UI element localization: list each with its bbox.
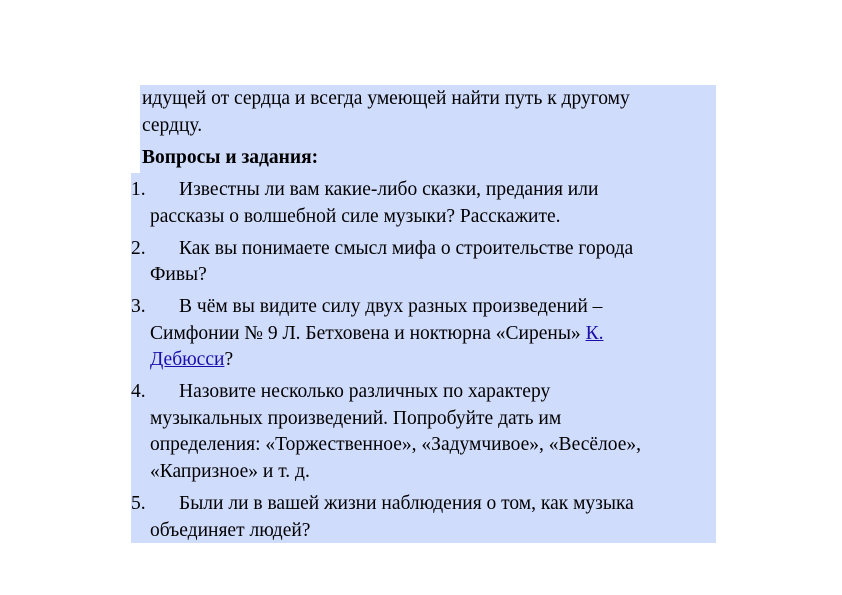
debussy-link-part-1[interactable]: К. <box>585 322 604 344</box>
question-3-line-2-text: Симфонии № 9 Л. Бетховена и ноктюрна «Сирены» <box>150 322 586 344</box>
question-2-line-2: Фивы? <box>150 264 207 285</box>
question-5-line-2: объединяет людей? <box>150 519 311 541</box>
question-3-line-3-tail: ? <box>224 349 234 370</box>
question-4-line-1: Назовите несколько различных по характеру <box>179 381 551 402</box>
intro-line-1: идущей от сердца и всегда умеющей найти путь к другому <box>142 88 630 109</box>
question-3-number: 3. <box>131 296 146 317</box>
question-1-line-2: рассказы о волшебной силе музыки? Расскажите. <box>150 205 561 227</box>
question-4-line-4: «Капризное» и т. д. <box>150 460 310 482</box>
question-4-line-2: музыкальных произведений. Попробуйте дать им <box>150 407 562 429</box>
heading-questions: Вопросы и задания: <box>142 147 319 168</box>
question-3-line-2 <box>150 321 603 348</box>
question-2-line-1: Как вы понимаете смысл мифа о строительстве города <box>179 237 634 259</box>
question-5-number: 5. <box>131 493 146 514</box>
intro-line-2: сердцу. <box>142 114 203 136</box>
question-1-line-1: Известны ли вам какие-либо сказки, предания или <box>179 179 599 200</box>
question-4-number: 4. <box>131 381 146 402</box>
question-4-line-3: определения: «Торжественное», «Задумчивое», «Весёлое», <box>150 434 642 455</box>
question-5-line-1: Были ли в вашей жизни наблюдения о том, как музыка <box>179 493 634 514</box>
question-2-number: 2. <box>131 237 146 259</box>
debussy-link-part-2[interactable]: Дебюсси <box>150 349 225 370</box>
question-1-number: 1. <box>131 179 146 200</box>
question-3-line-1: В чём вы видите силу двух разных произведений – <box>179 296 603 317</box>
question-3-line-3 <box>150 347 233 374</box>
